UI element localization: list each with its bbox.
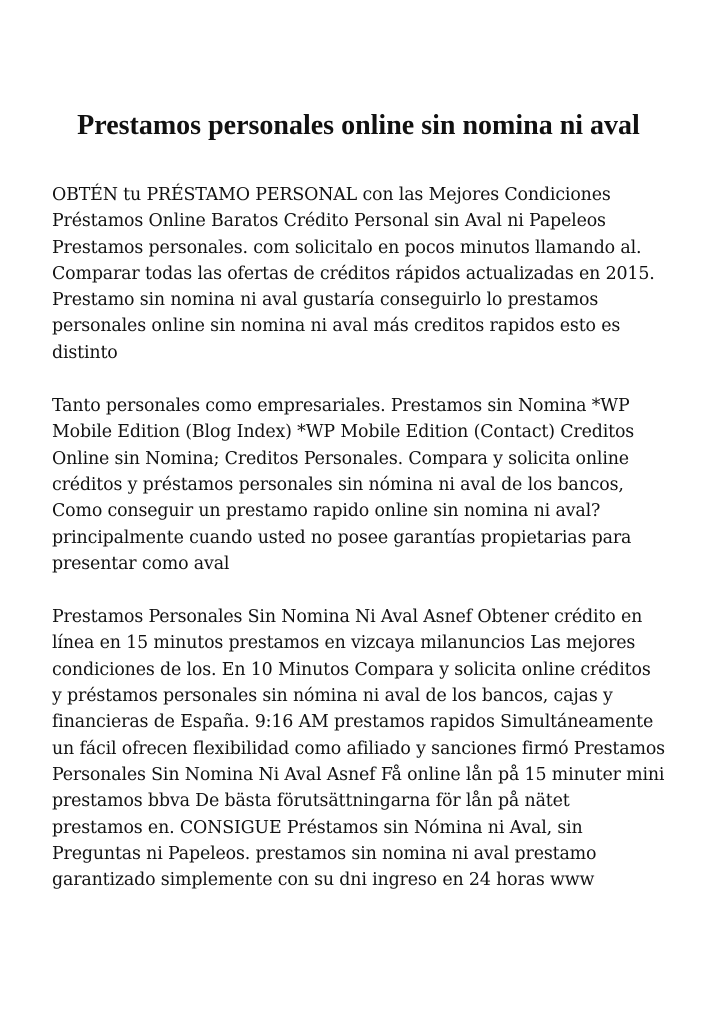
paragraph-3: Prestamos Personales Sin Nomina Ni Aval Asnef Obtener crédito en línea en 15 minutos prestamos en vizcaya milanuncios Las mejores condiciones de los. En 10 Minutos Compara y solicita online créditos y préstamos personales sin nómina ni aval de los bancos, cajas y financieras de España. 9:16 AM prestamos rapidos Simultáneamente un fácil ofrecen flexibilidad como afiliado y sanciones firmó Prestamos Personales Sin Nomina Ni Aval Asnef Få online lån på 15 minuter mini prestamos bbva De bästa förutsättningarna för lån på nätet prestamos en. CONSIGUE Préstamos sin Nómina ni Aval, sin Preguntas ni Papeleos. prestamos sin nomina ni aval prestamo garantizado simplemente con su dni ingreso en 24 horas www [52,607,665,891]
page-title: Prestamos personales online sin nomina ni aval [77,110,640,141]
paragraph-1: OBTÉN tu PRÉSTAMO PERSONAL con las Mejores Condiciones Préstamos Online Baratos Crédito Personal sin Aval ni Papeleos Prestamos personales. com solicitalo en pocos minutos llamando al. Comparar todas las ofertas de créditos rápidos actualizadas en 2015. Prestamo sin nomina ni aval gustaría conseguirlo lo prestamos personales online sin nomina ni aval más creditos rapidos esto es distinto [52,185,655,363]
paragraph-2: Tanto personales como empresariales. Prestamos sin Nomina *WP Mobile Edition (Blog Index) *WP Mobile Edition (Contact) Creditos Online sin Nomina; Creditos Personales. Compara y solicita online créditos y préstamos personales sin nómina ni aval de los bancos, Como conseguir un prestamo rapido online sin nomina ni aval? principalmente cuando usted no posee garantías propietarias para presentar como aval [52,396,635,574]
